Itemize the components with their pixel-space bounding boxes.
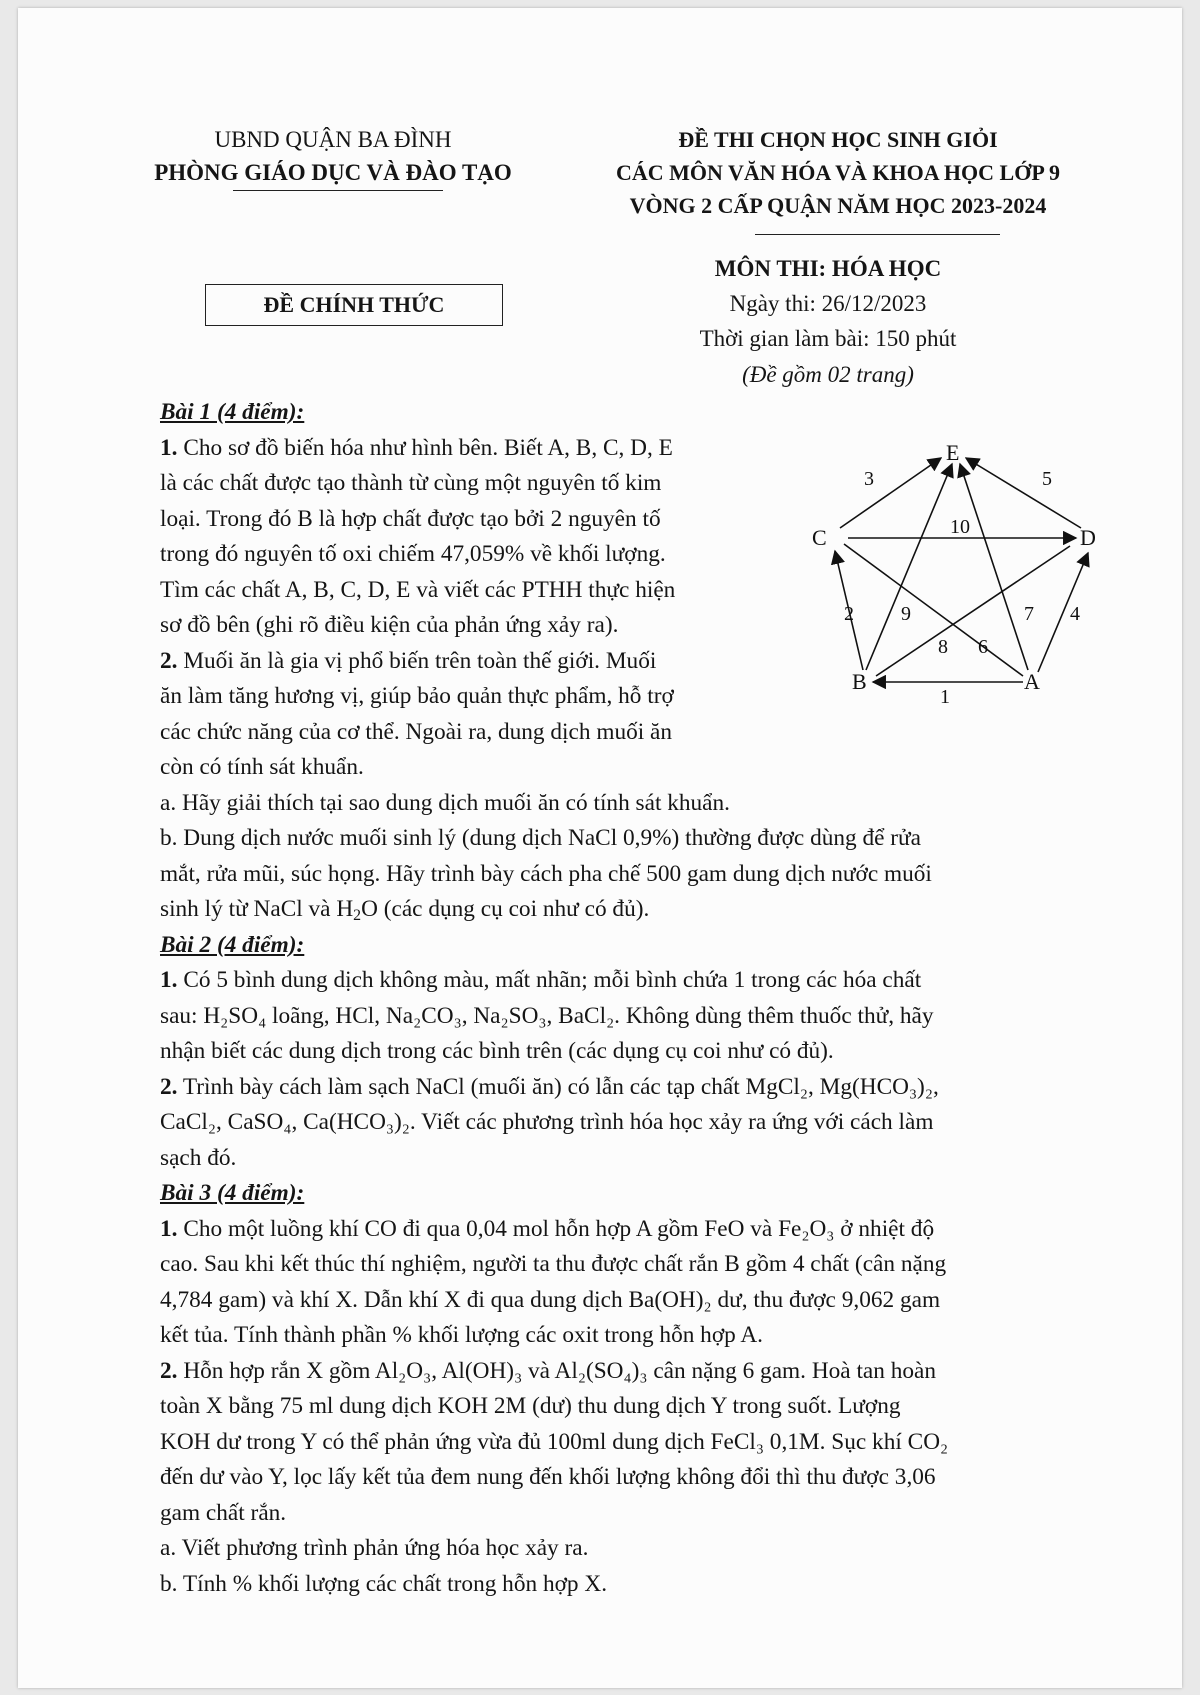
district-name: UBND QUẬN BA ĐÌNH bbox=[214, 127, 452, 152]
exam-content bbox=[160, 395, 1100, 1602]
edge-label-9: 9 bbox=[901, 603, 911, 625]
exam-title: ĐỀ THI CHỌN HỌC SINH GIỎI bbox=[678, 127, 998, 152]
text-line: sơ đồ bên (ghi rõ điều kiện của phản ứng xảy ra). bbox=[160, 612, 619, 638]
node-c: C bbox=[812, 525, 827, 550]
node-b: B bbox=[852, 669, 867, 694]
edge-label-4: 4 bbox=[1070, 603, 1080, 625]
text-line: a. Viết phương trình phản ứng hóa học xảy ra. bbox=[160, 1535, 589, 1561]
text-line: Có 5 bình dung dịch không màu, mất nhãn; mỗi bình chứa 1 trong các hóa chất bbox=[183, 967, 922, 993]
official-exam-box: ĐỀ CHÍNH THỨC bbox=[205, 284, 503, 326]
text-line: sau: H₂SO₄ loãng, HCl, Na₂CO₃, Na₂SO₃, BaCl₂. Không dùng thêm thuốc thử, hãy bbox=[160, 1002, 934, 1029]
header-right bbox=[558, 123, 1118, 222]
section-title-bai1: Bài 1 (4 điểm): bbox=[160, 399, 305, 425]
text-line: Tìm các chất A, B, C, D, E và viết các PTHH thực hiện bbox=[160, 576, 676, 603]
text-line: a. Hãy giải thích tại sao dung dịch muối ăn có tính sát khuẩn. bbox=[160, 789, 731, 816]
question-number: 1. bbox=[160, 434, 178, 461]
text-line: gam chất rắn. bbox=[160, 1499, 287, 1526]
page-count: (Đề gồm 02 trang) bbox=[742, 362, 914, 387]
text-line: Trình bày cách làm sạch NaCl (muối ăn) có lẫn các tạp chất MgCl₂, Mg(HCO₃)₂, bbox=[182, 1073, 939, 1100]
text-line: loại. Trong đó B là hợp chất được tạo bởi 2 nguyên tố bbox=[160, 505, 661, 532]
text-line: Muối ăn là gia vị phổ biến trên toàn thế giới. Muối bbox=[183, 647, 657, 674]
edge-label-7: 7 bbox=[1024, 603, 1034, 625]
question-number: 1. bbox=[160, 1215, 178, 1242]
exam-duration: Thời gian làm bài: 150 phút bbox=[699, 326, 957, 351]
section-title-bai2: Bài 2 (4 điểm): bbox=[160, 931, 305, 958]
text-line: ăn làm tăng hương vị, giúp bảo quản thực phẩm, hỗ trợ bbox=[160, 683, 674, 709]
text-fragment: sinh lý từ NaCl và H bbox=[160, 896, 354, 922]
exam-page bbox=[18, 8, 1182, 1688]
header-right-underline bbox=[755, 234, 1000, 235]
exam-date: Ngày thi: 26/12/2023 bbox=[729, 291, 927, 316]
question-number: 2. bbox=[160, 647, 178, 674]
edge-label-10: 10 bbox=[950, 516, 970, 538]
text-line: toàn X bằng 75 ml dung dịch KOH 2M (dư) thu dung dịch Y trong suốt. Lượng bbox=[160, 1393, 901, 1419]
text-line: nhận biết các dung dịch trong các bình trên (các dụng cụ coi như có đủ). bbox=[160, 1038, 834, 1064]
text-line: là các chất được tạo thành từ cùng một nguyên tố kim bbox=[160, 470, 662, 496]
text-line: 4,784 gam) và khí X. Dẫn khí X đi qua dung dịch Ba(OH)₂ dư, thu được 9,062 gam bbox=[160, 1286, 941, 1313]
text-line: Cho một luồng khí CO đi qua 0,04 mol hỗn hợp A gồm FeO và Fe₂O₃ ở nhiệt độ bbox=[183, 1215, 935, 1242]
edge-label-5: 5 bbox=[1042, 468, 1052, 490]
question-number: 2. bbox=[160, 1073, 178, 1100]
edge-label-6: 6 bbox=[978, 636, 988, 658]
question-number: 1. bbox=[160, 967, 178, 993]
text-line: b. Tính % khối lượng các chất trong hỗn hợp X. bbox=[160, 1570, 608, 1597]
node-d: D bbox=[1080, 525, 1096, 550]
text-line: sạch đó. bbox=[160, 1144, 237, 1171]
text-line: CaCl₂, CaSO₄, Ca(HCO₃)₂. Viết các phương trình hóa học xảy ra ứng với cách làm bbox=[160, 1109, 934, 1135]
text-line: đến dư vào Y, lọc lấy kết tủa đem nung đến khối lượng không đổi thì thu được 3,06 bbox=[160, 1464, 936, 1490]
text-line: mắt, rửa mũi, súc họng. Hãy trình bày cách pha chế 500 gam dung dịch nước muối bbox=[160, 860, 932, 887]
text-line: KOH dư trong Y có thể phản ứng vừa đủ 100ml dung dịch FeCl₃ 0,1M. Sục khí CO₂ bbox=[160, 1428, 949, 1455]
exam-round: VÒNG 2 CẤP QUẬN NĂM HỌC 2023-2024 bbox=[629, 193, 1047, 218]
text-line: các chức năng của cơ thể. Ngoài ra, dung dịch muối ăn bbox=[160, 718, 673, 745]
question-number: 2. bbox=[160, 1357, 178, 1384]
text-fragment: O (các dụng cụ coi như có đủ). bbox=[361, 896, 650, 922]
edge-label-8: 8 bbox=[938, 636, 948, 658]
text-line: Cho sơ đồ biến hóa như hình bên. Biết A, B, C, D, E bbox=[183, 434, 673, 461]
edge-label-1: 1 bbox=[940, 686, 950, 708]
text-line: Hỗn hợp rắn X gồm Al₂O₃, Al(OH)₃ và Al₂(SO₄)₃ cân nặng 6 gam. Hoà tan hoàn bbox=[183, 1357, 937, 1384]
text-line: trong đó nguyên tố oxi chiếm 47,059% về khối lượng. bbox=[160, 541, 666, 567]
edge-label-3: 3 bbox=[864, 468, 874, 490]
text-line: b. Dung dịch nước muối sinh lý (dung dịch NaCl 0,9%) thường được dùng để rửa bbox=[160, 825, 922, 851]
section-title-bai3: Bài 3 (4 điểm): bbox=[160, 1180, 305, 1206]
subject-title: MÔN THI: HÓA HỌC bbox=[714, 256, 942, 281]
header-left bbox=[118, 123, 548, 189]
exam-subtitle: CÁC MÔN VĂN HÓA VÀ KHOA HỌC LỚP 9 bbox=[615, 160, 1061, 185]
text-line: kết tủa. Tính thành phần % khối lượng các oxit trong hỗn hợp A. bbox=[160, 1322, 763, 1348]
text-line: còn có tính sát khuẩn. bbox=[160, 754, 364, 780]
edge-label-2: 2 bbox=[844, 603, 854, 625]
node-e: E bbox=[946, 440, 960, 465]
department-name: PHÒNG GIÁO DỤC VÀ ĐÀO TẠO bbox=[154, 160, 512, 185]
text-line: cao. Sau khi kết thúc thí nghiệm, người ta thu được chất rắn B gồm 4 chất (cân nặng bbox=[160, 1251, 947, 1277]
header-left-underline bbox=[233, 190, 443, 191]
bai1-q1 bbox=[160, 431, 796, 786]
node-a: A bbox=[1024, 669, 1040, 694]
text-line: sinh lý từ NaCl và $H_2O$ (các dụng cụ coi như có đủ). bbox=[160, 896, 650, 924]
